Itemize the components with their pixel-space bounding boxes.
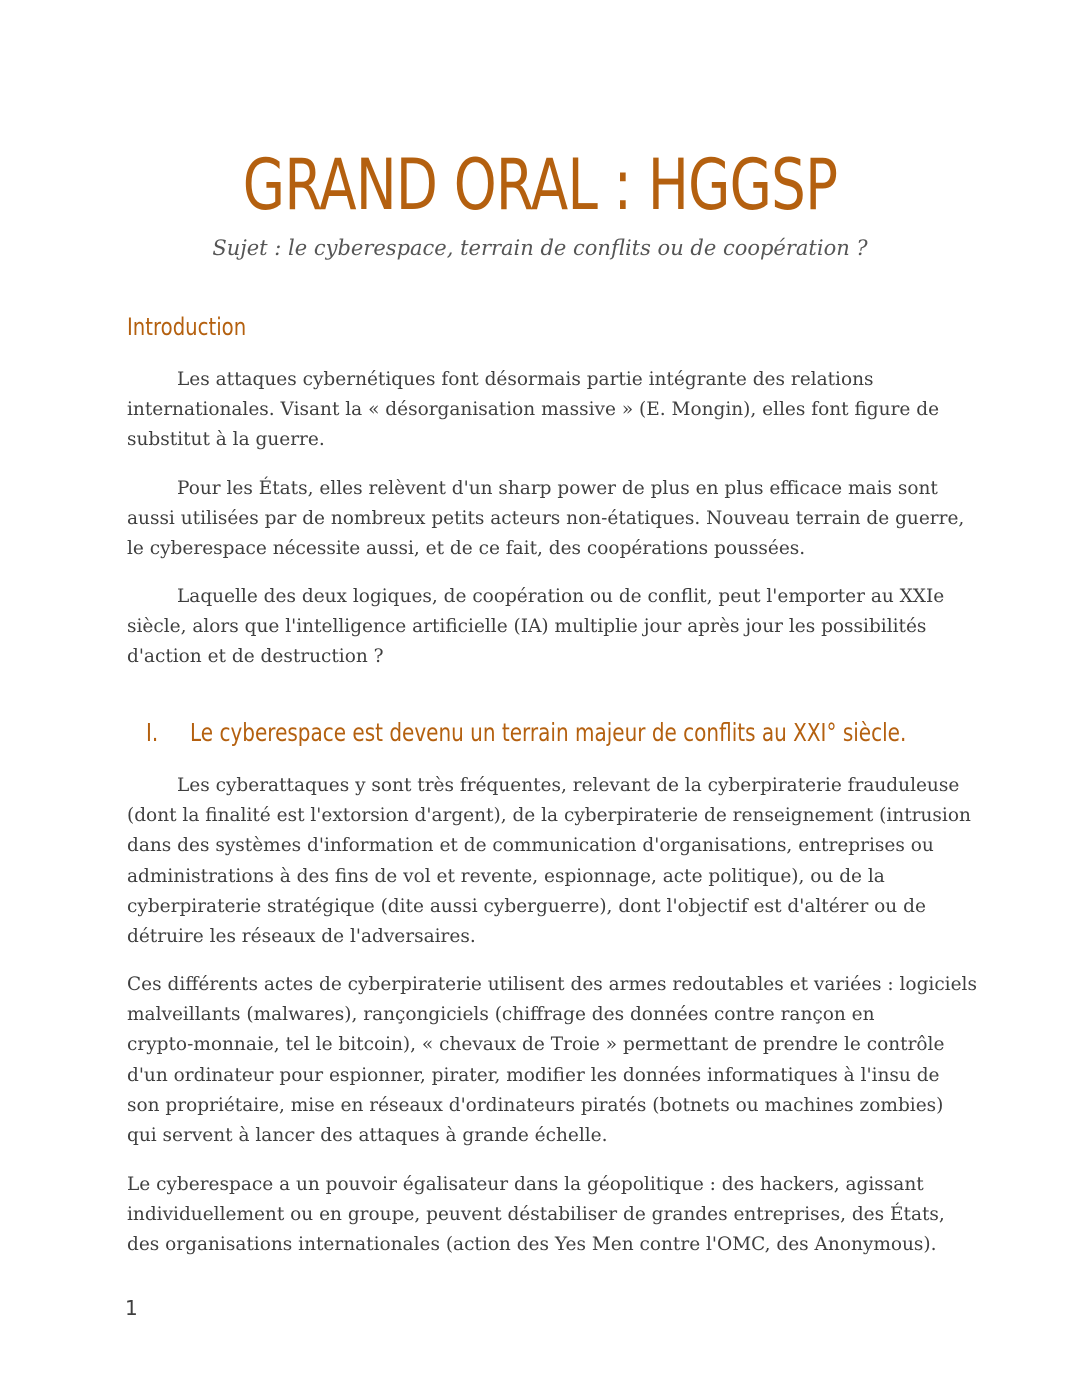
text-line: qui servent à lancer des attaques à grande échelle. [127,1125,608,1147]
text-line: internationales. Visant la « désorganisation massive » (E. Mongin), elles font figure de [127,399,940,421]
text-line: substitut à la guerre. [127,429,325,451]
text-line: Pour les États, elles relèvent d'un sharp power de plus en plus efficace mais sont [177,478,938,499]
section-1-heading [146,716,906,750]
text-line: Les cyberattaques y sont très fréquentes, relevant de la cyberpiraterie frauduleuse [177,775,960,796]
page-number: 1 [125,1296,138,1320]
section-1-paragraph-2 [127,970,977,1151]
text-line: son propriétaire, mise en réseaux d'ordinateurs piratés (botnets ou machines zombies) [127,1094,944,1116]
text-line: siècle, alors que l'intelligence artificielle (IA) multiplie jour après jour les possibilités [127,616,927,638]
text-line: Les attaques cybernétiques font désormais partie intégrante des relations [177,369,874,390]
section-number: I. [146,718,159,747]
text-line: individuellement ou en groupe, peuvent déstabiliser de grandes entreprises, des États, [127,1204,945,1226]
intro-paragraph-1 [127,365,967,456]
section-1-paragraph-3 [127,1170,967,1261]
introduction-heading: Introduction [127,313,247,341]
text-line: aussi utilisées par de nombreux petits acteurs non-étatiques. Nouveau terrain de guerre, [127,508,965,530]
text-line: administrations à des fins de vol et revente, espionnage, acte politique), ou de la [127,865,885,887]
text-line: le cyberespace nécessite aussi, et de ce fait, des coopérations poussées. [127,538,806,560]
intro-paragraph-2 [127,474,967,565]
text-line: crypto-monnaie, tel le bitcoin), « chevaux de Troie » permettant de prendre le contrôle [127,1034,945,1056]
document-title: GRAND ORAL : HGGSP [242,144,838,226]
text-line: (dont la finalité est l'extorsion d'argent), de la cyberpiraterie de renseignement (intrusion [127,805,971,827]
text-line: Le cyberespace a un pouvoir égalisateur dans la géopolitique : des hackers, agissant [127,1174,924,1195]
section-1-paragraph-1 [127,771,971,952]
text-line: Laquelle des deux logiques, de coopération ou de conflit, peut l'emporter au XXIe [177,586,945,607]
text-line: des organisations internationales (action des Yes Men contre l'OMC, des Anonymous). [127,1234,937,1256]
text-line: d'un ordinateur pour espionner, pirater, modifier les données informatiques à l'insu de [127,1064,940,1086]
intro-paragraph-3 [127,582,967,673]
text-line: détruire les réseaux de l'adversaires. [127,926,476,948]
text-line: cyberpiraterie stratégique (dite aussi cyberguerre), dont l'objectif est d'altérer ou de [127,895,926,917]
document-subtitle: Sujet : le cyberespace, terrain de conflits ou de coopération ? [212,236,868,260]
text-line: d'action et de destruction ? [127,646,384,668]
text-line: malveillants (malwares), rançongiciels (chiffrage des données contre rançon en [127,1004,875,1026]
text-line: Ces différents actes de cyberpiraterie utilisent des armes redoutables et variées : logiciels [127,974,977,995]
section-title: Le cyberespace est devenu un terrain majeur de conflits au XXI° siècle. [190,718,907,747]
text-line: dans des systèmes d'information et de communication d'organisations, entreprises ou [127,835,934,857]
